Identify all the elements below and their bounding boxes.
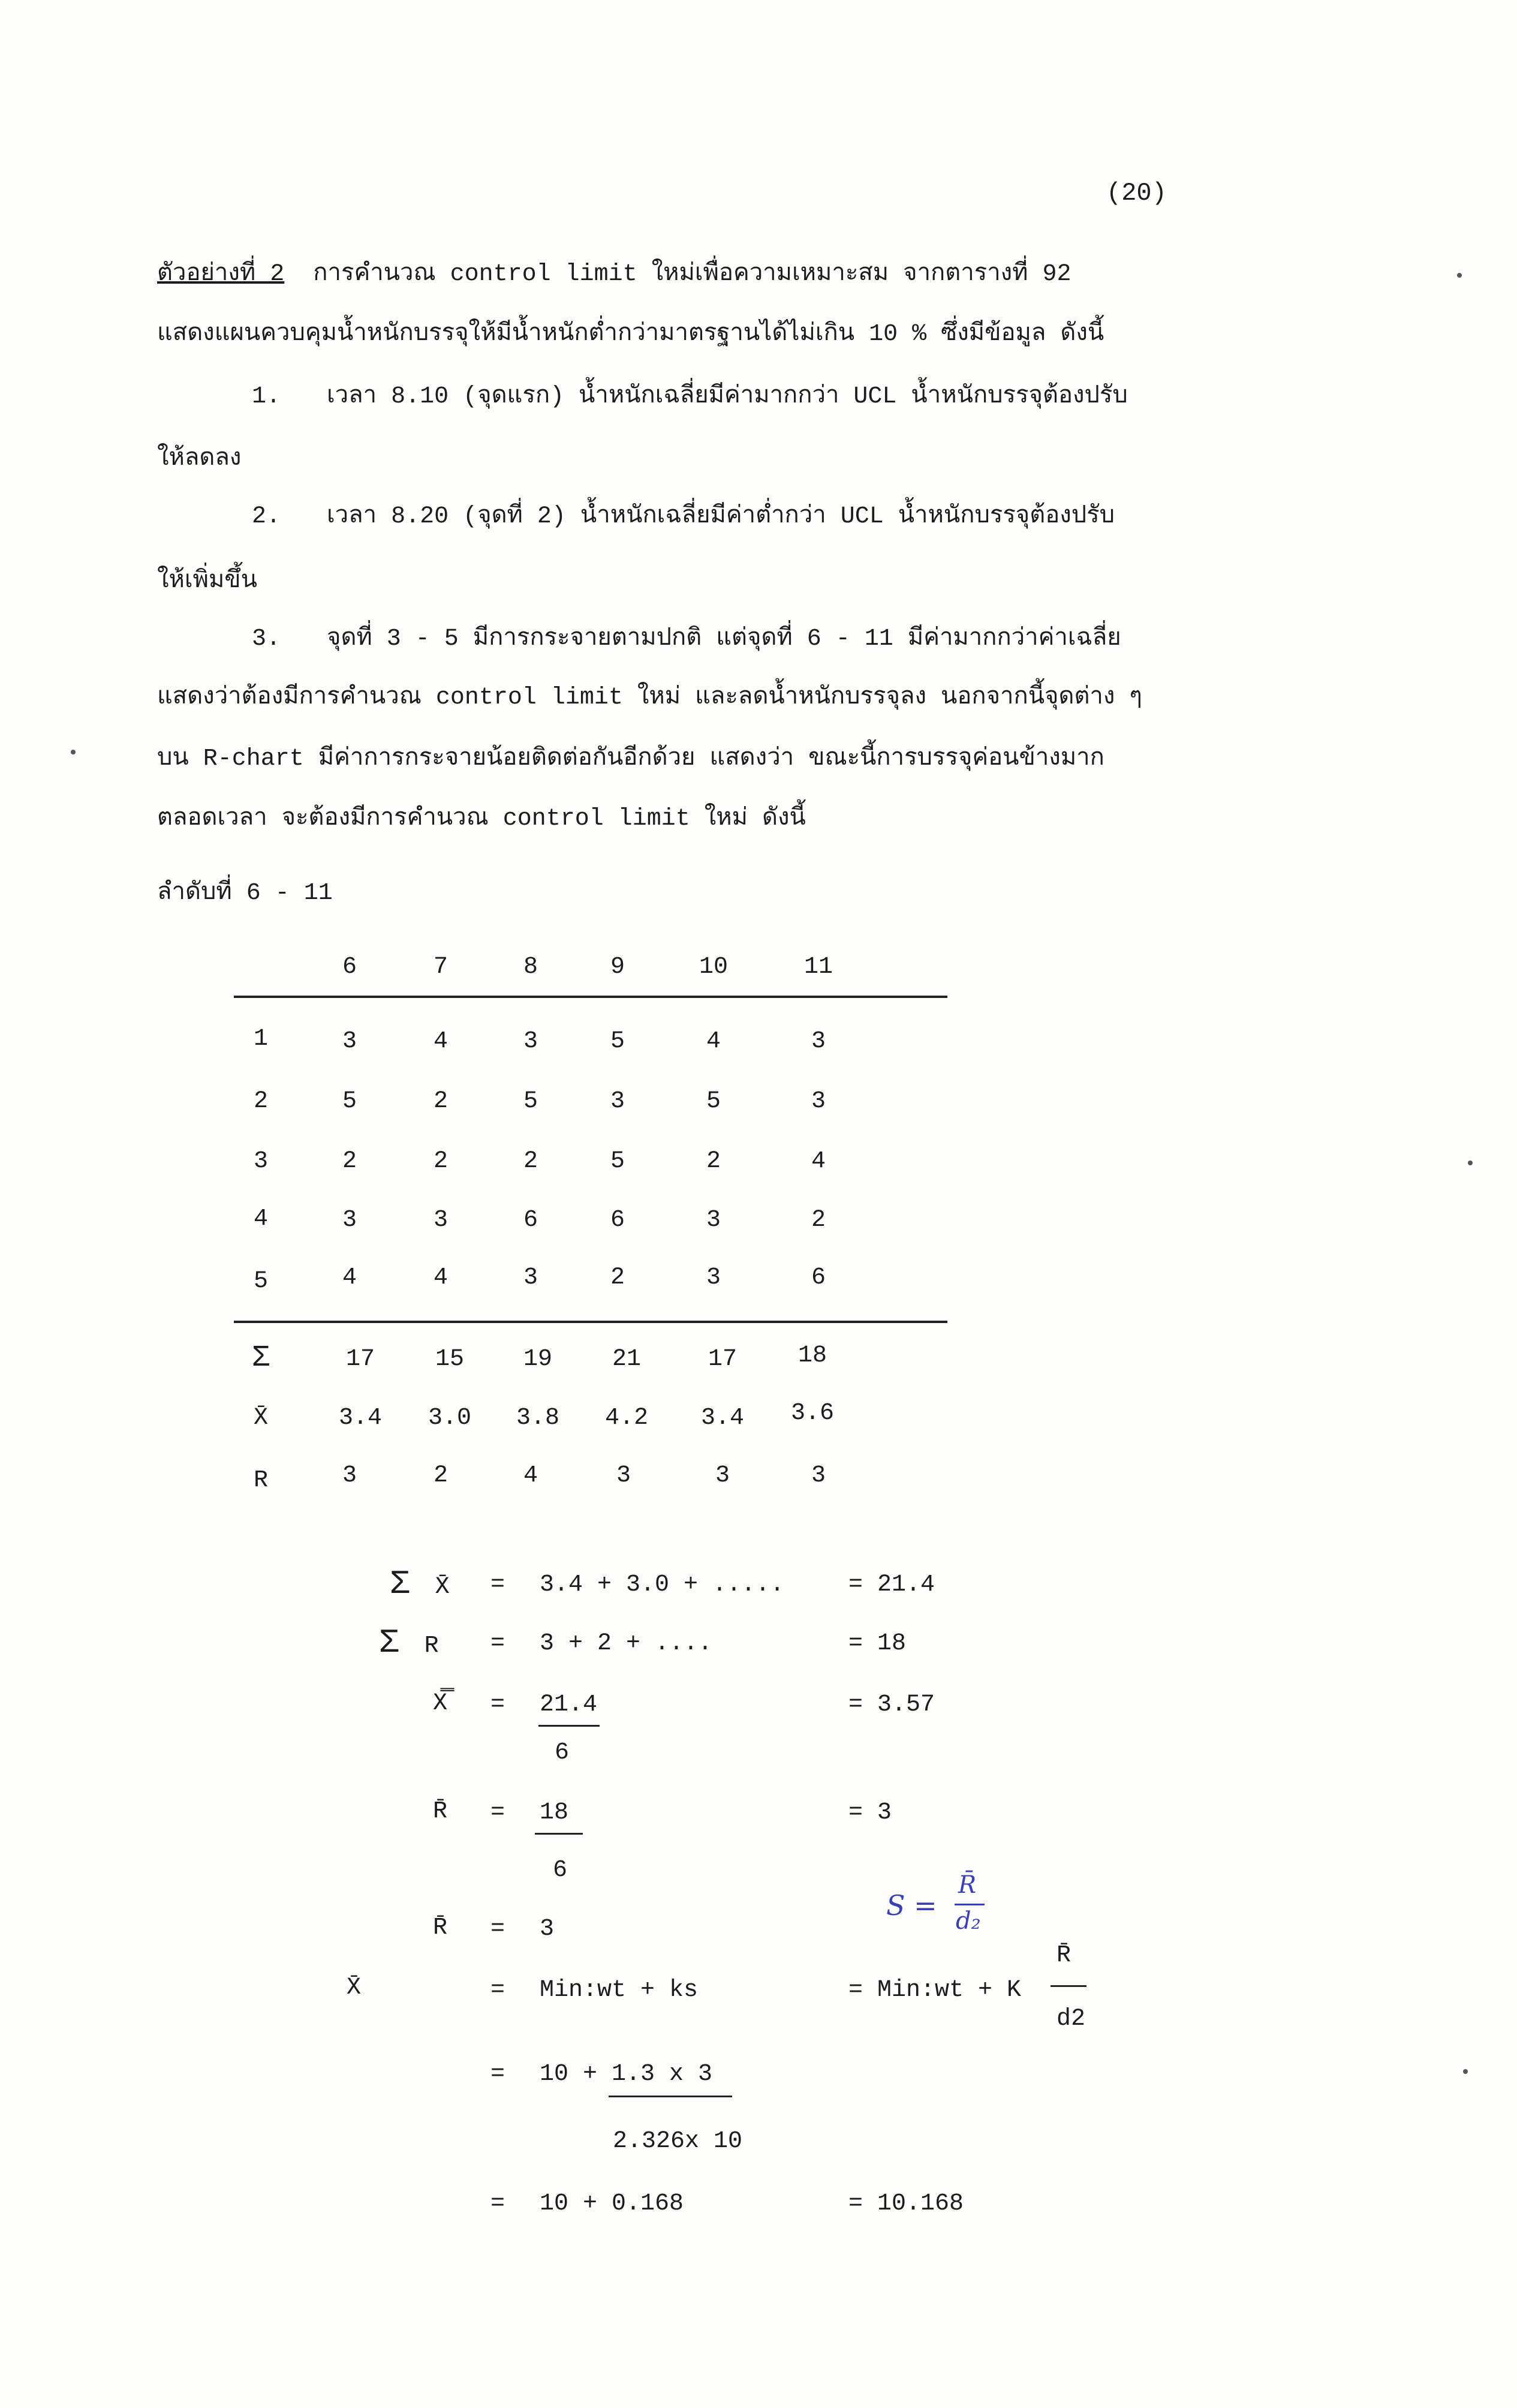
equation-result: = 3 bbox=[848, 1799, 892, 1826]
fraction-denominator: 6 bbox=[555, 1739, 570, 1766]
fraction-numerator: 21.4 bbox=[540, 1691, 598, 1718]
table-cell: 21 bbox=[612, 1346, 641, 1373]
equals-sign: = bbox=[490, 2061, 505, 2088]
equation-sum-r bbox=[379, 1624, 439, 1662]
table-cell: 5 bbox=[706, 1088, 721, 1115]
equals-sign: = bbox=[490, 1799, 505, 1826]
table-cell: 17 bbox=[345, 1346, 375, 1373]
table-cell: 2 bbox=[342, 1148, 357, 1175]
equation-expression: 10 + 1.3 x 3 bbox=[540, 2061, 713, 2088]
item-2-number: 2. bbox=[252, 503, 281, 530]
equals-sign: = bbox=[490, 1691, 505, 1718]
fraction-bar bbox=[1051, 1985, 1086, 1987]
handwritten-numerator: R̄ bbox=[958, 1871, 977, 1899]
table-cell: 6 bbox=[523, 1207, 538, 1234]
item-3-line-4: ตลอดเวลา จะต้องมีการคำนวณ control limit ใหม่ ดังนี้ bbox=[157, 805, 806, 832]
row-label: 3 bbox=[253, 1148, 268, 1175]
equation-expression: 3 bbox=[540, 1916, 555, 1943]
equation-lhs: R bbox=[424, 1633, 439, 1660]
sum-symbol: Σ bbox=[251, 1341, 270, 1375]
table-header-cell: 8 bbox=[523, 954, 538, 981]
table-cell: 5 bbox=[610, 1028, 625, 1055]
table-cell: 3 bbox=[342, 1462, 357, 1489]
example-title: การคำนวณ control limit ใหม่เพื่อความเหมาะสม จากตารางที่ 92 bbox=[313, 261, 1071, 288]
item-1-number: 1. bbox=[252, 383, 281, 410]
table-cell: 2 bbox=[433, 1462, 448, 1489]
table-cell: 3 bbox=[811, 1088, 826, 1115]
example-label: ตัวอย่างที่ 2 bbox=[157, 261, 285, 288]
equation-lhs-grand-mean: X̿ bbox=[433, 1690, 448, 1717]
scan-speck bbox=[1457, 273, 1462, 278]
equation-result: = 3.57 bbox=[848, 1691, 935, 1718]
table-cell: 3 bbox=[706, 1207, 721, 1234]
table-cell: 6 bbox=[610, 1207, 625, 1234]
table-caption: ลำดับที่ 6 - 11 bbox=[157, 880, 333, 907]
item-1-text: เวลา 8.10 (จุดแรก) น้ำหนักเฉลี่ยมีค่ามากกว่า UCL น้ำหนักบรรจุต้องปรับ bbox=[327, 383, 1128, 410]
equation-expression: 3.4 + 3.0 + ..... bbox=[540, 1571, 785, 1598]
equation-expression: 10 + 0.168 bbox=[540, 2190, 684, 2217]
table-cell: 3.8 bbox=[516, 1405, 559, 1432]
table-cell: 17 bbox=[708, 1346, 737, 1373]
fraction-denominator: 6 bbox=[553, 1857, 568, 1884]
row-label: 2 bbox=[253, 1088, 268, 1115]
table-cell: 15 bbox=[435, 1346, 464, 1373]
fraction-bar bbox=[538, 1725, 600, 1727]
item-1-continued: ให้ลดลง bbox=[157, 446, 242, 473]
item-3-text: จุดที่ 3 - 5 มีการกระจายตามปกติ แต่จุดที่ 6 - 11 มีค่ามากกว่าค่าเฉลี่ย bbox=[327, 626, 1121, 653]
table-cell: 3 bbox=[610, 1088, 625, 1115]
fraction-numerator: 18 bbox=[540, 1799, 569, 1826]
equation-lhs: X̄ bbox=[435, 1574, 450, 1601]
handwritten-s: S = bbox=[886, 1889, 937, 1922]
table-cell: 5 bbox=[610, 1148, 625, 1175]
table-cell: 5 bbox=[342, 1088, 357, 1115]
table-cell: 19 bbox=[523, 1346, 552, 1373]
table-cell: 4 bbox=[811, 1148, 826, 1175]
scan-speck bbox=[71, 750, 76, 754]
table-cell: 2 bbox=[523, 1148, 538, 1175]
table-header-cell: 6 bbox=[342, 954, 357, 981]
table-cell: 4 bbox=[433, 1264, 448, 1291]
table-cell: 3 bbox=[706, 1264, 721, 1291]
fraction-denominator: 2.326x 10 bbox=[613, 2128, 743, 2155]
table-cell: 3 bbox=[715, 1462, 730, 1489]
item-2-text: เวลา 8.20 (จุดที่ 2) น้ำหนักเฉลี่ยมีค่าต่ำกว่า UCL น้ำหนักบรรจุต้องปรับ bbox=[327, 503, 1115, 530]
equals-sign: = bbox=[490, 1571, 505, 1598]
table-cell: 3 bbox=[342, 1028, 357, 1055]
handwritten-denominator: d₂ bbox=[956, 1907, 981, 1935]
table-cell: 4.2 bbox=[604, 1405, 648, 1432]
table-cell: 4 bbox=[433, 1028, 448, 1055]
table-cell: 3.6 bbox=[790, 1400, 834, 1427]
row-label: 1 bbox=[253, 1026, 268, 1053]
table-summary-divider bbox=[234, 1321, 947, 1323]
equation-lhs-rbar: R̄ bbox=[433, 1798, 448, 1825]
equation-lhs-xbar: X̄ bbox=[347, 1974, 362, 2001]
table-cell: 3.4 bbox=[700, 1405, 744, 1432]
row-label: 4 bbox=[253, 1205, 268, 1232]
item-2-continued: ให้เพิ่มขึ้น bbox=[157, 568, 257, 595]
equation-result: = 18 bbox=[848, 1630, 907, 1657]
table-cell: 3 bbox=[616, 1462, 631, 1489]
table-header-cell: 7 bbox=[433, 954, 448, 981]
equation-lhs-rbar: R̄ bbox=[433, 1914, 448, 1941]
table-cell: 6 bbox=[811, 1264, 826, 1291]
equals-sign: = bbox=[490, 1630, 505, 1657]
example-heading bbox=[157, 259, 1071, 290]
mean-symbol: X̄ bbox=[253, 1405, 268, 1432]
equation-sum-xbar bbox=[390, 1565, 450, 1603]
table-cell: 4 bbox=[342, 1264, 357, 1291]
table-cell: 2 bbox=[433, 1088, 448, 1115]
page-number: (20) bbox=[1106, 179, 1167, 208]
equals-sign: = bbox=[490, 1977, 505, 2004]
equation-result: = 10.168 bbox=[848, 2190, 964, 2217]
equals-sign: = bbox=[490, 2190, 505, 2217]
fraction-bar bbox=[535, 1833, 583, 1835]
table-cell: 3 bbox=[523, 1028, 538, 1055]
equation-expression: 3 + 2 + .... bbox=[540, 1630, 713, 1657]
table-cell: 2 bbox=[706, 1148, 721, 1175]
table-cell: 4 bbox=[523, 1462, 538, 1489]
table-cell: 2 bbox=[433, 1148, 448, 1175]
table-header-cell: 11 bbox=[803, 954, 833, 981]
equation-result: = Min:wt + K bbox=[848, 1977, 1022, 2004]
scan-speck bbox=[1463, 2069, 1468, 2074]
sigma-symbol: Σ bbox=[390, 1565, 410, 1603]
table-cell: 3 bbox=[433, 1207, 448, 1234]
handwritten-fraction-bar bbox=[955, 1904, 985, 1905]
scan-speck bbox=[1468, 1161, 1473, 1165]
table-cell: 3 bbox=[811, 1462, 826, 1489]
fraction-numerator: R̄ bbox=[1057, 1942, 1071, 1969]
row-label: 5 bbox=[253, 1268, 268, 1295]
item-3-number: 3. bbox=[252, 626, 281, 653]
table-cell: 4 bbox=[706, 1028, 721, 1055]
table-cell: 2 bbox=[610, 1264, 625, 1291]
table-header-divider bbox=[234, 996, 947, 998]
equals-sign: = bbox=[490, 1916, 505, 1943]
table-header-cell: 9 bbox=[610, 954, 625, 981]
table-cell: 3 bbox=[811, 1028, 826, 1055]
fraction-bar bbox=[609, 2096, 732, 2097]
sigma-symbol: Σ bbox=[379, 1624, 399, 1662]
table-cell: 3 bbox=[342, 1207, 357, 1234]
item-3-line-2: แสดงว่าต้องมีการคำนวณ control limit ใหม่ และลดน้ำหนักบรรจุลง นอกจากนี้จุดต่าง ๆ bbox=[157, 684, 1142, 711]
table-header-cell: 10 bbox=[699, 954, 728, 981]
table-cell: 3.0 bbox=[428, 1405, 471, 1432]
item-3-line-3: บน R-chart มีค่าการกระจายน้อยติดต่อกันอีกด้วย แสดงว่า ขณะนี้การบรรจุค่อนข้างมาก bbox=[157, 745, 1104, 772]
fraction-denominator: d2 bbox=[1057, 2006, 1086, 2033]
intro-line: แสดงแผนควบคุมน้ำหนักบรรจุให้มีน้ำหนักต่ำกว่ามาตรฐานได้ไม่เกิน 10 % ซึ่งมีข้อมูล ดังนี้ bbox=[157, 321, 1104, 348]
table-cell: 3 bbox=[523, 1264, 538, 1291]
equation-expression: Min:wt + ks bbox=[540, 1977, 699, 2004]
table-cell: 5 bbox=[523, 1088, 538, 1115]
equation-result: = 21.4 bbox=[848, 1571, 935, 1598]
table-cell: 18 bbox=[797, 1342, 827, 1369]
table-cell: 2 bbox=[811, 1207, 826, 1234]
table-cell: 3.4 bbox=[338, 1405, 382, 1432]
range-symbol: R bbox=[253, 1467, 268, 1494]
